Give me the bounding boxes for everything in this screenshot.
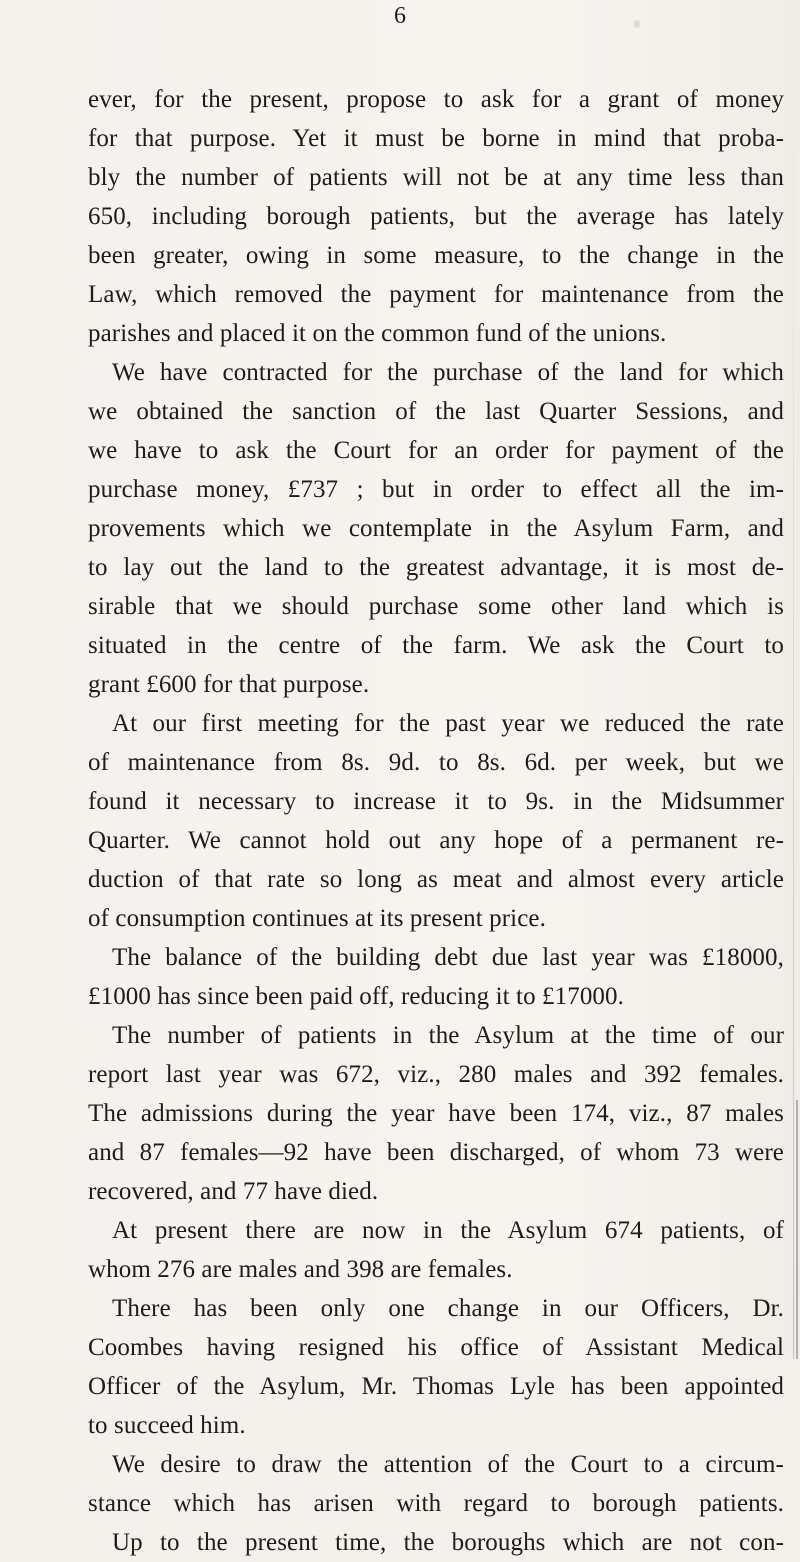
text-line: The admissions during the year have been 174, viz., 87 males xyxy=(88,1100,784,1127)
text-line: we obtained the sanction of the last Quarter Sessions, and xyxy=(88,398,784,425)
page-edge-shadow xyxy=(796,1100,798,1359)
text-line: grant £600 for that purpose. xyxy=(88,671,370,698)
paragraph-start-line: We have contracted for the purchase of the land for which xyxy=(112,359,784,386)
text-line: Law, which removed the payment for maintenance from the xyxy=(88,281,784,308)
text-line: stance which has arisen with regard to borough patients. xyxy=(88,1490,784,1517)
text-line: report last year was 672, viz., 280 males and 392 females. xyxy=(88,1061,784,1088)
text-line: to succeed him. xyxy=(88,1412,246,1439)
text-line: parishes and placed it on the common fund of the unions. xyxy=(88,320,667,347)
text-line: recovered, and 77 have died. xyxy=(88,1178,379,1205)
text-line: of maintenance from 8s. 9d. to 8s. 6d. per week, but we xyxy=(88,749,784,776)
paragraph-start-line: The number of patients in the Asylum at the time of our xyxy=(112,1022,784,1049)
paragraph-start-line: At present there are now in the Asylum 674 patients, of xyxy=(112,1217,784,1244)
text-line: Officer of the Asylum, Mr. Thomas Lyle has been appointed xyxy=(88,1373,784,1400)
page-number: 6 xyxy=(394,3,406,29)
text-line: for that purpose. Yet it must be borne in mind that proba- xyxy=(88,125,784,152)
paragraph-start-line: We desire to draw the attention of the Court to a circum- xyxy=(112,1451,784,1478)
text-line: provements which we contemplate in the Asylum Farm, and xyxy=(88,515,784,542)
text-line: of consumption continues at its present price. xyxy=(88,905,546,932)
text-line: situated in the centre of the farm. We ask the Court to xyxy=(88,632,784,659)
page-edge-shadow xyxy=(793,0,794,1359)
text-line: and 87 females—92 have been discharged, of whom 73 were xyxy=(88,1139,784,1166)
text-line: we have to ask the Court for an order for payment of the xyxy=(88,437,784,464)
text-line: to lay out the land to the greatest advantage, it is most de- xyxy=(88,554,784,581)
paragraph-start-line: Up to the present time, the boroughs which are not con- xyxy=(112,1529,784,1556)
text-line: ever, for the present, propose to ask for a grant of money xyxy=(88,86,784,113)
text-line: whom 276 are males and 398 are females. xyxy=(88,1256,513,1283)
text-line: Quarter. We cannot hold out any hope of a permanent re- xyxy=(88,827,784,854)
text-line: £1000 has since been paid off, reducing it to £17000. xyxy=(88,983,624,1010)
text-line: bly the number of patients will not be at any time less than xyxy=(88,164,784,191)
paragraph-start-line: The balance of the building debt due last year was £18000, xyxy=(112,944,784,971)
paragraph-start-line: At our first meeting for the past year we reduced the rate xyxy=(112,710,784,737)
text-line: 650, including borough patients, but the average has lately xyxy=(88,203,784,230)
text-line: found it necessary to increase it to 9s. in the Midsummer xyxy=(88,788,784,815)
text-line: sirable that we should purchase some other land which is xyxy=(88,593,784,620)
text-line: been greater, owing in some measure, to the change in the xyxy=(88,242,784,269)
paragraph-start-line: There has been only one change in our Officers, Dr. xyxy=(112,1295,784,1322)
text-line: purchase money, £737 ; but in order to effect all the im- xyxy=(88,476,784,503)
text-line: Coombes having resigned his office of Assistant Medical xyxy=(88,1334,784,1361)
body-text xyxy=(88,80,784,1562)
text-line: duction of that rate so long as meat and almost every article xyxy=(88,866,784,893)
